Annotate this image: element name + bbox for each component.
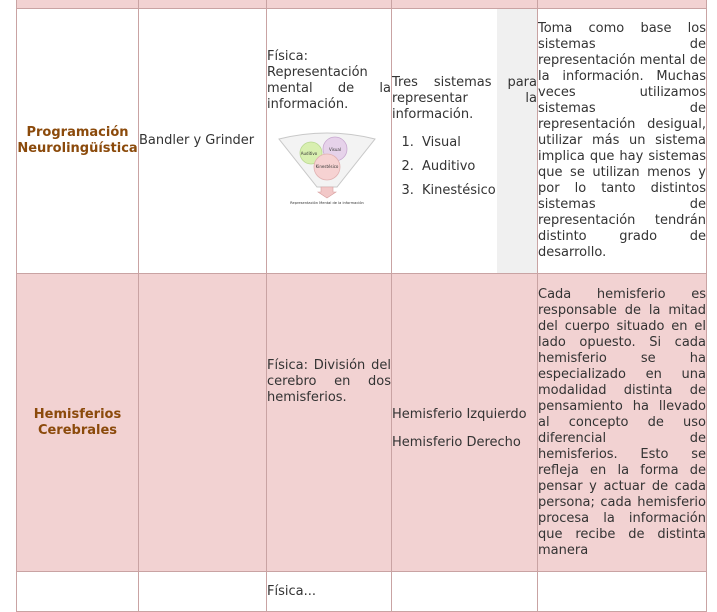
funnel-graphic bbox=[277, 129, 377, 219]
hemisphere-right: Hemisferio Derecho bbox=[392, 434, 521, 450]
description-text: Toma como base los sistemas de representación mental de la información. Muchas veces utilizamos sistemas de representación desigual, utilizar más un sistema implica que hay sistemas que se utilizan menos y por lo tanto distintos sistemas de representación tendrán distinto grado de desarrollo. bbox=[538, 21, 706, 260]
explanation-intro: Tres sistemas para representar la información. bbox=[392, 75, 537, 122]
funnel-label-visual: Visual bbox=[329, 147, 341, 152]
description-cell bbox=[538, 274, 707, 572]
hemisphere-left: Hemisferio Izquierdo bbox=[392, 406, 527, 422]
author: Bandler y Grinder bbox=[139, 133, 255, 148]
list-item: 3. Kinestésico bbox=[418, 183, 537, 199]
funnel-label-auditivo: Auditivo bbox=[300, 151, 318, 156]
description-text: Cada hemisferio es responsable de la mitad del cuerpo situado en el lado opuesto. Si cada hemisferio se ha especializado en una modalidad distinta de pensamiento ha llevado al concepto de uso diferencial de hemisferios. Esto se refleja en la forma de pensar y actuar de cada persona; cada hemisferio procesa la información que recibe de distinta manera bbox=[538, 286, 706, 558]
author-cell bbox=[139, 9, 267, 274]
list-item: 1. Visual bbox=[418, 135, 537, 151]
author-cell bbox=[139, 274, 267, 572]
systems-list bbox=[392, 135, 537, 199]
dimension-cell bbox=[267, 9, 392, 274]
description-cell bbox=[538, 9, 707, 274]
table-row-previous bbox=[17, 0, 707, 9]
table-row-pnl bbox=[17, 9, 707, 274]
dimension-text-partial: Física... bbox=[267, 584, 316, 599]
funnel-arrow-icon bbox=[318, 187, 336, 198]
list-item: 2. Auditivo bbox=[418, 159, 537, 175]
dimension-text: Física: División del cerebro en dos hemisferios. bbox=[267, 358, 391, 405]
representation-funnel-diagram bbox=[277, 129, 377, 224]
funnel-caption: Representación Mental de la información bbox=[290, 201, 364, 205]
explanation-cell bbox=[392, 274, 538, 572]
style-name-cell bbox=[17, 9, 139, 274]
style-name: Programación Neurolingüística bbox=[17, 125, 138, 156]
learning-styles-table bbox=[16, 0, 707, 612]
dimension-text: Física: Representación mental de la información. bbox=[267, 49, 391, 112]
funnel-label-kinestesico: Kinestésico bbox=[315, 164, 339, 169]
table-row-hemispheres bbox=[17, 274, 707, 572]
style-name: Hemisferios Cerebrales bbox=[33, 406, 122, 438]
dimension-cell bbox=[267, 274, 392, 572]
style-name-cell bbox=[17, 274, 139, 572]
explanation-cell bbox=[392, 9, 538, 274]
